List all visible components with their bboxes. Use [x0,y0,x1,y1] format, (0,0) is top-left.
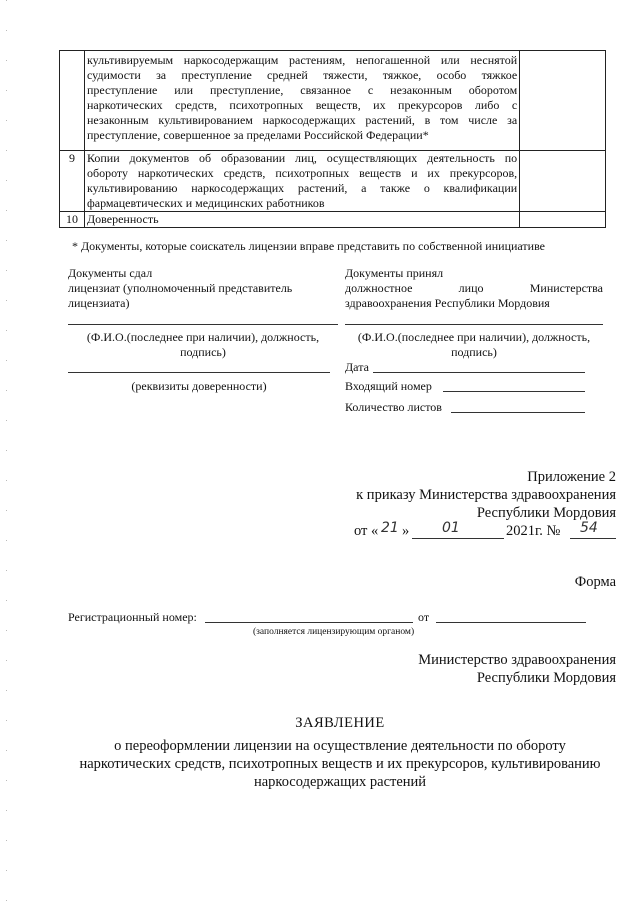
month-line [412,538,504,539]
table-row [60,51,606,151]
table-cell-text: Доверенность [84,212,519,228]
table-row [60,212,606,228]
left-signature-line [68,324,338,325]
date-label: Дата [345,360,369,374]
right-receiver-block [345,266,603,311]
row9-line: Копии документов об образовании лиц, осуществляющих деятельность по [86,151,518,165]
submitted-label: Документы сдал [68,266,153,280]
official-word: должностное [345,281,413,295]
licensee-label-cont: лицензиата) [68,296,130,310]
sheets-count-line [451,412,585,413]
table-row [60,151,606,212]
handwritten-number: 54 [580,520,598,536]
application-subtitle-line1: о переоформлении лицензии на осуществление деятельности по обороту [114,738,566,754]
from-prefix: от « [354,523,379,539]
registration-from-label: от [418,610,430,624]
row8-line: культивируемым наркосодержащим растениям, непогашенной или неснятой [86,53,518,67]
year-number-label: 2021г. № [506,523,561,539]
documents-table [59,50,606,228]
left-fio-caption [68,330,338,360]
table-cell-num: 10 [60,212,85,228]
table-cell-num [60,51,85,151]
form-label: Форма [574,574,616,590]
incoming-number-line [443,391,585,392]
registration-number-label: Регистрационный номер: [68,610,197,624]
handwritten-day: 21 [381,520,399,536]
table-cell-mark [520,51,606,151]
row8-line: незаконным культивированием наркосодержащих растений, в том числе за [86,113,518,127]
row8-line: наркотических средств, психотропных веществ, их прекурсоров либо с [86,98,518,112]
row8-line: судимости за преступление средней тяжести, тяжкое, особо тяжкое [86,68,518,82]
footnote: * Документы, которые соискатель лицензии вправе представить по собственной инициативе [72,239,546,253]
row9-line: культивированию наркосодержащих растений, а также о квалификации [86,181,518,195]
scan-edge-dots [6,0,7,905]
registration-date-line [436,622,586,623]
table-cell-mark [520,212,606,228]
right-fio-line2: подпись) [451,345,497,359]
row8-line: преступление или преступление, связанное с незаконным оборотом [86,83,518,97]
registration-hint: (заполняется лицензирующим органом) [253,627,415,637]
table-cell-num: 9 [60,151,85,212]
left-fio-line1: (Ф.И.О.(последнее при наличии), должность, [86,330,320,344]
licensee-label: лицензиат (уполномоченный представитель [68,281,293,295]
right-fio-line1: (Ф.И.О.(последнее при наличии), должность, [357,330,591,344]
row9-line: фармацевтических и медицинских работников [86,196,325,210]
left-requisites-line [68,372,330,373]
right-fio-caption [345,330,603,360]
left-fio-line2: подпись) [180,345,226,359]
application-subtitle-line2: наркотических средств, психотропных веществ и их прекурсоров, культивированию [79,756,601,772]
incoming-number-label: Входящий номер [345,379,432,393]
close-quote: » [402,523,410,539]
appendix-region-line: Республики Мордовия [476,505,616,521]
appendix-order-line: к приказу Министерства здравоохранения [356,487,616,503]
table-cell-mark [520,151,606,212]
ministry-word: Министерства [529,281,603,295]
ministry-name: здравоохранения Республики Мордовия [345,296,550,310]
right-signature-line [345,324,603,325]
left-submitter-block [68,266,338,311]
application-subtitle-line3: наркосодержащих растений [253,774,427,790]
row8-line: преступление, совершенное за пределами Российской Федерации* [86,128,429,142]
table-cell-text [84,151,519,212]
appendix-title: Приложение 2 [527,469,616,485]
handwritten-month: 01 [442,520,460,536]
appendix-date-number-row [354,522,616,542]
application-title: ЗАЯВЛЕНИЕ [295,715,385,731]
requisites-caption: (реквизиты доверенности) [131,379,267,393]
ministry-line1: Министерство здравоохранения [418,652,616,668]
date-line [373,372,585,373]
received-label: Документы принял [345,266,444,280]
sheets-count-label: Количество листов [345,400,442,414]
registration-number-line [205,622,413,623]
table-cell-text [84,51,519,151]
number-line [570,538,616,539]
ministry-line2: Республики Мордовия [476,670,616,686]
official-label-row [345,281,603,296]
person-word: лицо [458,281,484,295]
row9-line: обороту наркотических средств, психотропных веществ и их прекурсоров, [86,166,518,180]
